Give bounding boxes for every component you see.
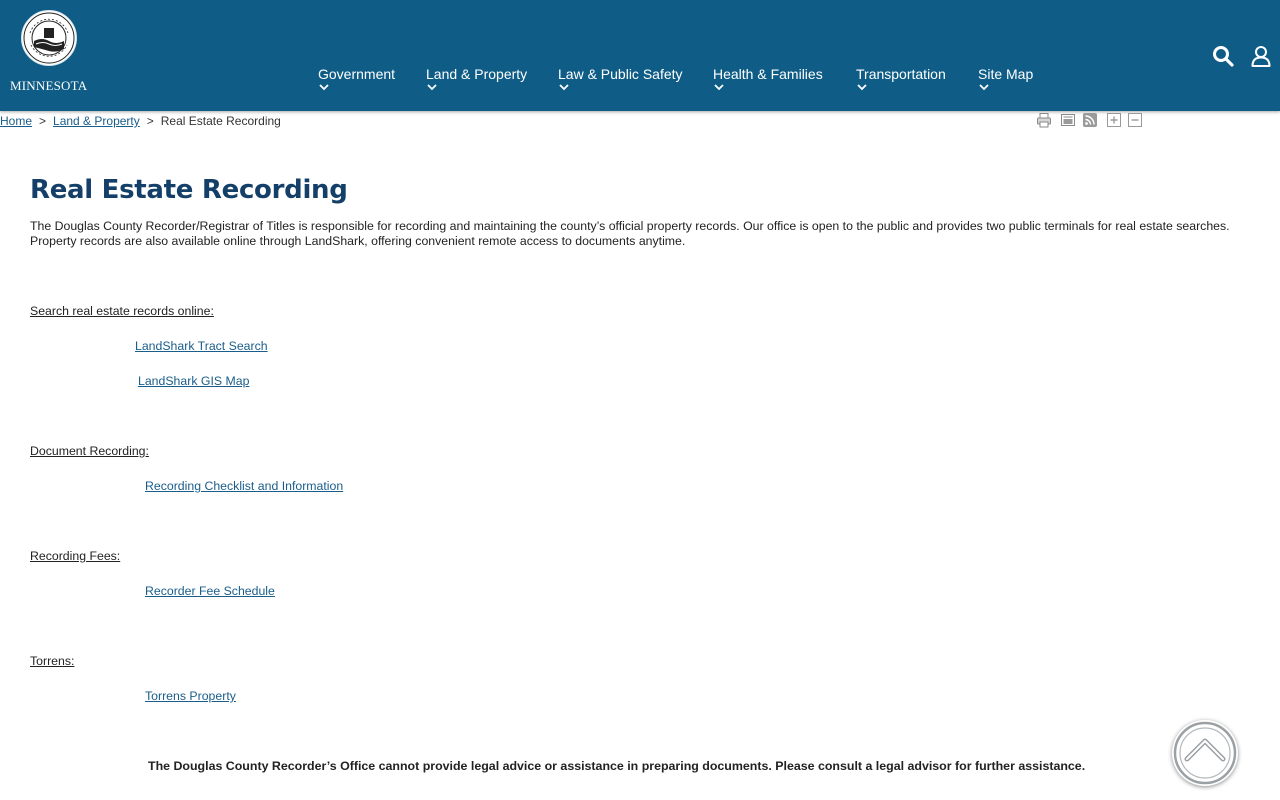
- print-icon[interactable]: [1036, 112, 1052, 128]
- chevron-down-icon: [979, 83, 989, 91]
- page-title: Real Estate Recording: [30, 175, 348, 205]
- county-seal: [21, 10, 77, 66]
- site-header: [0, 0, 1280, 111]
- search-icon[interactable]: [1212, 45, 1234, 67]
- nav-label: Government: [318, 66, 396, 82]
- breadcrumb-separator: >: [146, 114, 154, 128]
- breadcrumb-home-link[interactable]: Home: [0, 114, 33, 128]
- breadcrumb-separator: >: [39, 114, 47, 128]
- nav-transportation[interactable]: [856, 66, 946, 82]
- back-to-top-button[interactable]: [1172, 720, 1238, 786]
- landshark-gis-map-link[interactable]: LandShark GIS Map: [138, 374, 250, 388]
- logo-state-text: MINNESOTA: [10, 78, 88, 93]
- email-icon[interactable]: [1060, 112, 1076, 128]
- chevron-down-icon: [559, 83, 569, 91]
- nav-government[interactable]: [318, 66, 395, 82]
- recorder-fee-schedule-link[interactable]: Recorder Fee Schedule: [145, 584, 275, 598]
- breadcrumb-current: Real Estate Recording: [160, 114, 281, 128]
- chevron-down-icon: [714, 83, 724, 91]
- breadcrumb: [0, 114, 281, 128]
- chevron-up-icon: [1172, 720, 1238, 786]
- chevron-down-icon: [427, 83, 437, 91]
- nav-label: Law & Public Safety: [558, 66, 683, 82]
- nav-label: Site Map: [978, 66, 1034, 82]
- nav-label: Transportation: [856, 66, 946, 82]
- section-label-document-recording: Document Recording:: [30, 444, 149, 458]
- user-icon[interactable]: [1250, 45, 1272, 67]
- zoom-out-icon[interactable]: [1127, 112, 1143, 128]
- section-label-recording-fees: Recording Fees:: [30, 549, 121, 563]
- nav-land-property[interactable]: [426, 66, 527, 82]
- nav-label: Land & Property: [426, 66, 528, 82]
- county-logo[interactable]: [8, 10, 92, 96]
- section-label-torrens: Torrens:: [30, 654, 75, 668]
- intro-paragraph: The Douglas County Recorder/Registrar of Titles is responsible for recording and maintaining the county’s official property records. Our office is open to the public and provides two public terminals for real estate searches. Property records are also available online through LandShark, offering convenient remote access to documents anytime.: [30, 219, 1230, 248]
- nav-site-map[interactable]: [978, 66, 1033, 82]
- zoom-in-icon[interactable]: [1106, 112, 1122, 128]
- nav-law-public-safety[interactable]: [558, 66, 683, 82]
- landshark-tract-search-link[interactable]: LandShark Tract Search: [135, 339, 268, 353]
- section-label-search: Search real estate records online:: [30, 304, 214, 318]
- chevron-down-icon: [857, 83, 867, 91]
- nav-health-families[interactable]: [713, 66, 823, 82]
- rss-icon[interactable]: [1082, 112, 1098, 128]
- legal-notice: The Douglas County Recorder’s Office cannot provide legal advice or assistance in preparing documents. Please consult a legal advisor for further assistance.: [148, 759, 1086, 773]
- torrens-property-link[interactable]: Torrens Property: [145, 689, 236, 703]
- chevron-down-icon: [319, 83, 329, 91]
- recording-checklist-link[interactable]: Recording Checklist and Information: [145, 479, 344, 493]
- nav-label: Health & Families: [713, 66, 823, 82]
- breadcrumb-land-property-link[interactable]: Land & Property: [53, 114, 140, 128]
